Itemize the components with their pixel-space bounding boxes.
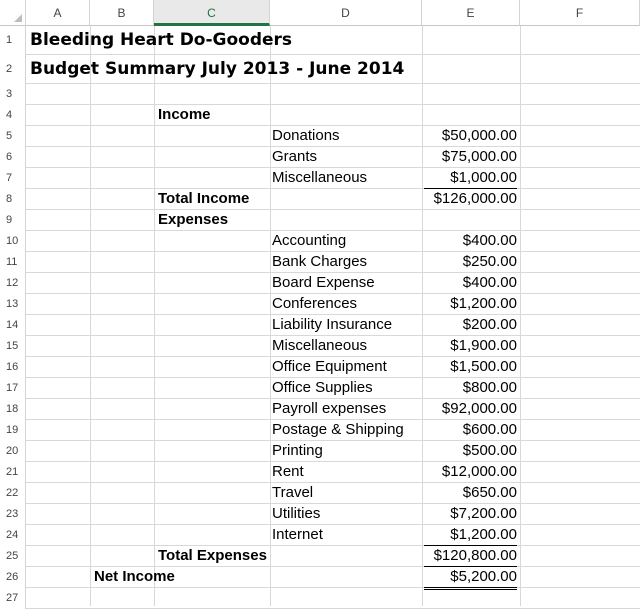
- expense-item-amount[interactable]: $400.00: [462, 274, 517, 291]
- expense-item-amount[interactable]: $250.00: [462, 253, 517, 270]
- column-header-f[interactable]: F: [520, 0, 640, 26]
- row-header[interactable]: 27: [0, 588, 26, 609]
- expense-item-label[interactable]: Printing: [272, 442, 323, 459]
- expense-item-label[interactable]: Payroll expenses: [272, 400, 387, 417]
- total-income-label[interactable]: Total Income: [158, 190, 250, 207]
- grid-row: [26, 483, 640, 504]
- column-header-a[interactable]: A: [26, 0, 90, 26]
- row-header[interactable]: 5: [0, 126, 26, 147]
- income-item-amount[interactable]: $1,000.00: [424, 167, 517, 189]
- expense-item-amount[interactable]: $1,200.00: [424, 524, 517, 546]
- row-header[interactable]: 25: [0, 546, 26, 567]
- row-header[interactable]: 13: [0, 294, 26, 315]
- select-all-corner[interactable]: [0, 0, 26, 26]
- column-header-d[interactable]: D: [270, 0, 422, 26]
- expense-item-amount[interactable]: $600.00: [462, 421, 517, 438]
- expense-item-label[interactable]: Accounting: [272, 232, 347, 249]
- expense-item-label[interactable]: Utilities: [272, 505, 321, 522]
- total-expenses-amount[interactable]: $120,800.00: [424, 545, 517, 567]
- income-item-label[interactable]: Grants: [272, 148, 318, 165]
- income-item-amount[interactable]: $50,000.00: [441, 127, 517, 144]
- grid-row: [26, 210, 640, 231]
- expense-item-label[interactable]: Office Equipment: [272, 358, 387, 375]
- row-header[interactable]: 16: [0, 357, 26, 378]
- grid-row: [26, 105, 640, 126]
- row-header[interactable]: 8: [0, 189, 26, 210]
- row-header[interactable]: 10: [0, 231, 26, 252]
- expense-item-label[interactable]: Travel: [272, 484, 314, 501]
- row-header[interactable]: 15: [0, 336, 26, 357]
- expense-item-label[interactable]: Office Supplies: [272, 379, 373, 396]
- income-item-label[interactable]: Donations: [272, 127, 340, 144]
- expense-item-amount[interactable]: $200.00: [462, 316, 517, 333]
- net-income-amount[interactable]: $5,200.00: [424, 566, 517, 590]
- row-header[interactable]: 17: [0, 378, 26, 399]
- grid-row: [26, 462, 640, 483]
- expense-item-label[interactable]: Bank Charges: [272, 253, 368, 270]
- expense-item-amount[interactable]: $400.00: [462, 232, 517, 249]
- grid-row: [26, 147, 640, 168]
- grid-row: [26, 441, 640, 462]
- row-header[interactable]: 11: [0, 252, 26, 273]
- column-header-e[interactable]: E: [422, 0, 520, 26]
- income-item-label[interactable]: Miscellaneous: [272, 169, 368, 186]
- row-header[interactable]: 1: [0, 26, 26, 55]
- row-header[interactable]: 14: [0, 315, 26, 336]
- expense-item-amount[interactable]: $12,000.00: [441, 463, 517, 480]
- income-heading[interactable]: Income: [158, 106, 211, 123]
- total-expenses-label[interactable]: Total Expenses: [158, 547, 267, 564]
- grid-row: [26, 84, 640, 105]
- row-header[interactable]: 3: [0, 84, 26, 105]
- total-income-amount[interactable]: $126,000.00: [433, 190, 517, 207]
- expense-item-label[interactable]: Conferences: [272, 295, 358, 312]
- column-header-b[interactable]: B: [90, 0, 154, 26]
- row-header[interactable]: 24: [0, 525, 26, 546]
- expenses-heading[interactable]: Expenses: [158, 211, 229, 228]
- row-header[interactable]: 23: [0, 504, 26, 525]
- expense-item-amount[interactable]: $1,900.00: [450, 337, 517, 354]
- expense-item-amount[interactable]: $500.00: [462, 442, 517, 459]
- grid-row: [26, 525, 640, 546]
- expense-item-label[interactable]: Internet: [272, 526, 323, 543]
- row-header[interactable]: 9: [0, 210, 26, 231]
- expense-item-label[interactable]: Liability Insurance: [272, 316, 393, 333]
- row-header[interactable]: 12: [0, 273, 26, 294]
- net-income-label[interactable]: Net Income: [94, 568, 175, 585]
- expense-item-label[interactable]: Rent: [272, 463, 304, 480]
- column-header-c[interactable]: C: [154, 0, 270, 26]
- subtitle-cell[interactable]: Budget Summary July 2013 - June 2014: [30, 59, 405, 79]
- expense-item-amount[interactable]: $1,200.00: [450, 295, 517, 312]
- grid-row: [26, 504, 640, 525]
- expense-item-amount[interactable]: $650.00: [462, 484, 517, 501]
- select-all-triangle-icon: [14, 14, 22, 22]
- expense-item-amount[interactable]: $7,200.00: [450, 505, 517, 522]
- grid-row: [26, 189, 640, 210]
- expense-item-label[interactable]: Miscellaneous: [272, 337, 368, 354]
- title-cell[interactable]: Bleeding Heart Do-Gooders: [30, 30, 293, 50]
- row-header[interactable]: 26: [0, 567, 26, 588]
- row-header[interactable]: 2: [0, 55, 26, 84]
- row-header[interactable]: 7: [0, 168, 26, 189]
- row-header[interactable]: 21: [0, 462, 26, 483]
- expense-item-amount[interactable]: $800.00: [462, 379, 517, 396]
- expense-item-amount[interactable]: $92,000.00: [441, 400, 517, 417]
- expense-item-label[interactable]: Postage & Shipping: [272, 421, 404, 438]
- row-header[interactable]: 20: [0, 441, 26, 462]
- income-item-amount[interactable]: $75,000.00: [441, 148, 517, 165]
- grid-row: [26, 546, 640, 567]
- expense-item-label[interactable]: Board Expense: [272, 274, 375, 291]
- row-header[interactable]: 19: [0, 420, 26, 441]
- row-header[interactable]: 22: [0, 483, 26, 504]
- row-header[interactable]: 18: [0, 399, 26, 420]
- expense-item-amount[interactable]: $1,500.00: [450, 358, 517, 375]
- row-header[interactable]: 4: [0, 105, 26, 126]
- row-header[interactable]: 6: [0, 147, 26, 168]
